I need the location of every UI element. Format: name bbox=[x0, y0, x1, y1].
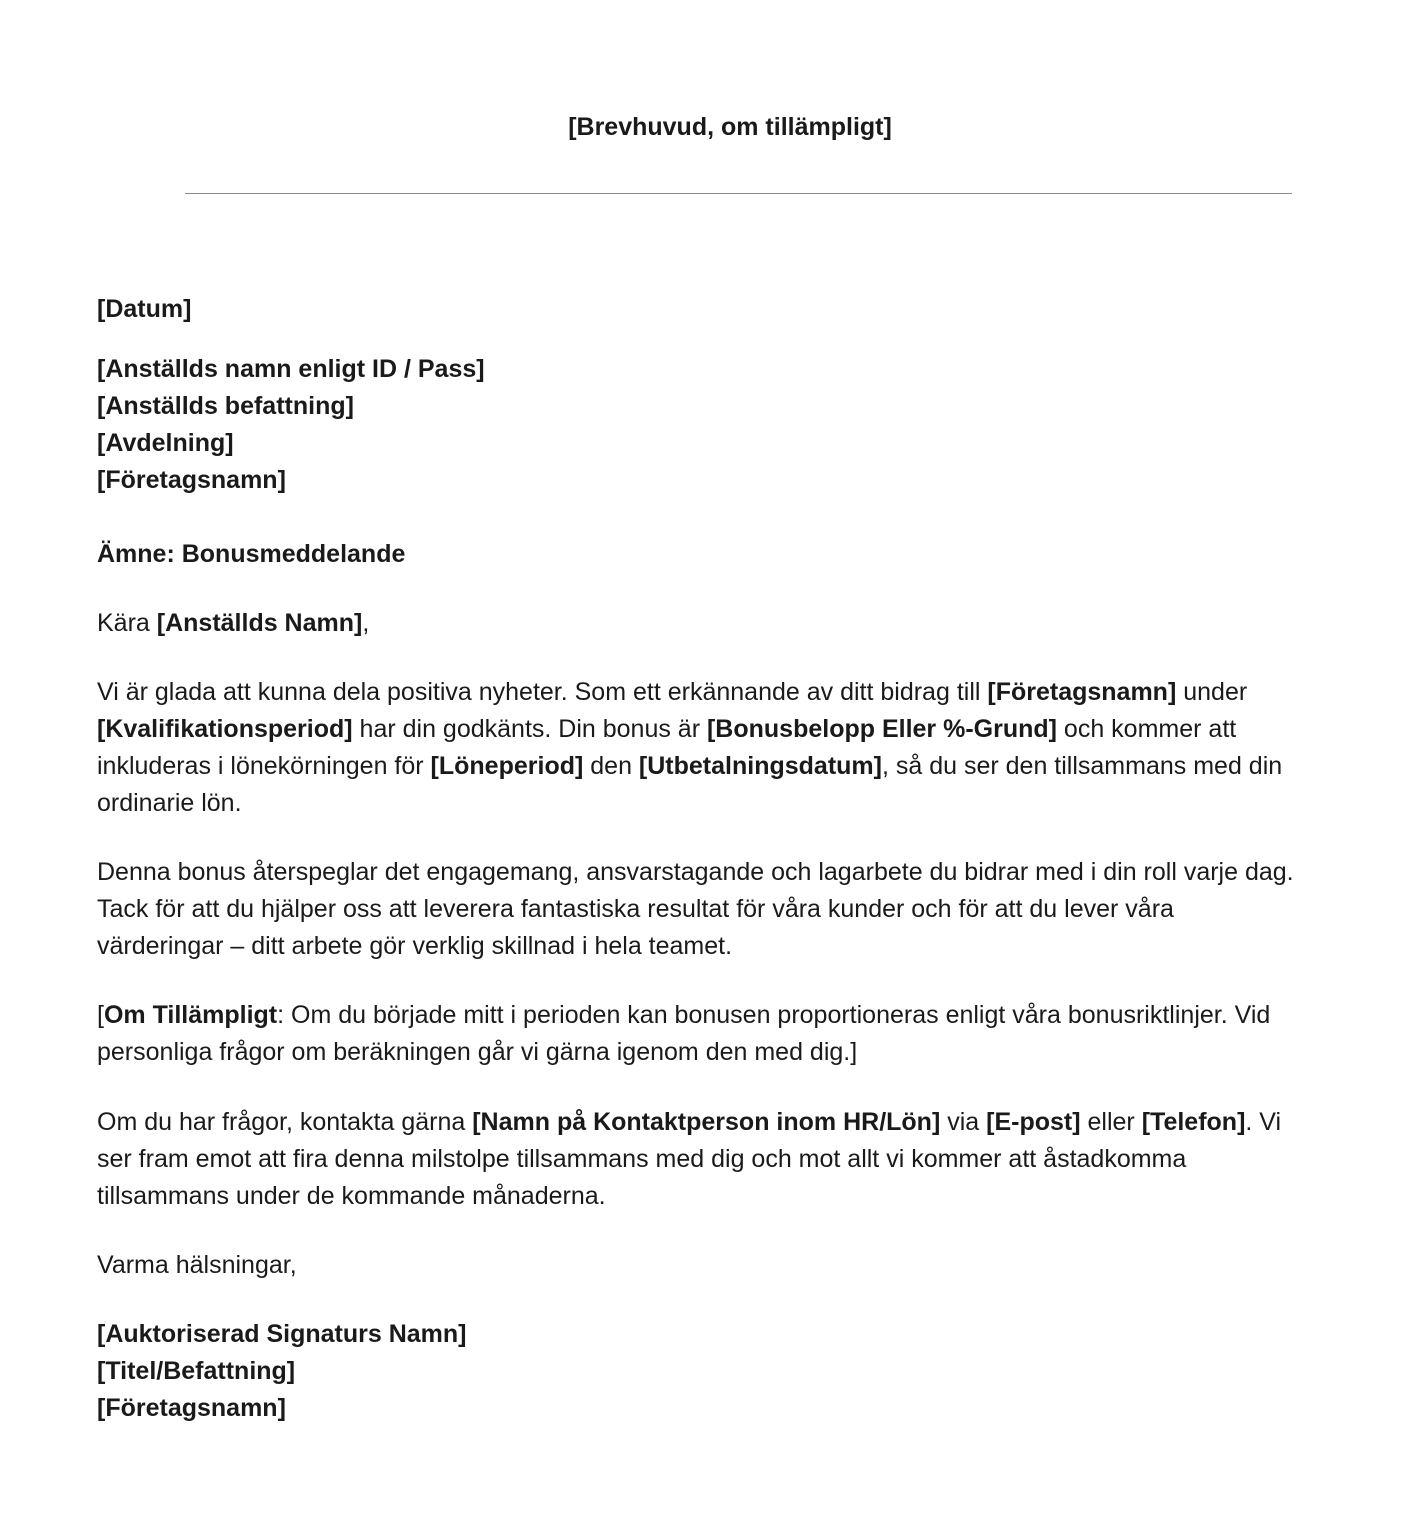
recipient-address bbox=[97, 351, 1307, 499]
p4-email-placeholder: [E-post] bbox=[986, 1108, 1081, 1136]
signature-name: [Auktoriserad Signaturs Namn] bbox=[97, 1320, 467, 1348]
p4-text-1: Om du har frågor, kontakta gärna bbox=[97, 1108, 473, 1136]
p1-paydate-placeholder: [Utbetalningsdatum] bbox=[638, 752, 882, 780]
paragraph-appreciation bbox=[97, 854, 1307, 965]
p1-text-2: under bbox=[1176, 678, 1248, 706]
p1-text-3: har din godkänts. Din bonus är bbox=[352, 715, 707, 743]
p4-phone-placeholder: [Telefon] bbox=[1141, 1108, 1246, 1136]
p3-label: Om Tillämpligt bbox=[103, 1001, 278, 1029]
greeting bbox=[97, 605, 1307, 642]
p1-text-4: och kommer att inkluderas i lönekörningen för bbox=[97, 715, 1237, 780]
closing-text: Varma hälsningar, bbox=[97, 1251, 297, 1279]
date-text: [Datum] bbox=[97, 295, 192, 323]
paragraph-bonus-announcement bbox=[97, 674, 1307, 822]
p1-text-1: Vi är glada att kunna dela positiva nyheter. Som ett erkännande av ditt bidrag till bbox=[97, 678, 988, 706]
recipient-department: [Avdelning] bbox=[97, 429, 234, 457]
p3-text: : Om du började mitt i perioden kan bonusen proportioneras enligt våra bonusriktlinjer. Vid personliga frågor om beräkningen går vi gärna igenom den med dig.] bbox=[97, 1001, 1271, 1066]
recipient-company: [Företagsnamn] bbox=[97, 466, 286, 494]
p4-contact-placeholder: [Namn på Kontaktperson inom HR/Lön] bbox=[472, 1108, 941, 1136]
p4-text-4: . Vi ser fram emot att fira denna milstolpe tillsammans med dig och mot allt vi kommer att åstadkomma tillsammans under de kommande månaderna. bbox=[97, 1108, 1282, 1210]
header-divider bbox=[185, 193, 1292, 194]
signature-title: [Titel/Befattning] bbox=[97, 1357, 296, 1385]
signature-block bbox=[97, 1316, 1307, 1427]
greeting-prefix: Kära bbox=[97, 609, 157, 637]
subject-text: Ämne: Bonusmeddelande bbox=[97, 540, 406, 568]
greeting-suffix: , bbox=[362, 609, 370, 637]
p1-payperiod-placeholder: [Löneperiod] bbox=[430, 752, 584, 780]
recipient-position: [Anställds befattning] bbox=[97, 392, 354, 420]
closing bbox=[97, 1247, 1307, 1284]
recipient-name: [Anställds namn enligt ID / Pass] bbox=[97, 355, 485, 383]
p3-open-bracket: [ bbox=[97, 1001, 104, 1029]
p2-text: Denna bonus återspeglar det engagemang, ansvarstagande och lagarbete du bidrar med i din roll varje dag. Tack för att du hjälper oss att leverera fantastiska resultat för våra kunder och för att du lever våra värderingar – ditt arbete gör verklig skillnad i hela teamet. bbox=[97, 858, 1294, 960]
letter-date bbox=[97, 291, 1307, 328]
letterhead: [Brevhuvud, om tillämpligt] bbox=[568, 113, 892, 141]
greeting-name: [Anställds Namn] bbox=[156, 609, 363, 637]
p1-period-placeholder: [Kvalifikationsperiod] bbox=[97, 715, 353, 743]
p1-company-placeholder: [Företagsnamn] bbox=[987, 678, 1177, 706]
p1-text-5: den bbox=[583, 752, 639, 780]
paragraph-contact bbox=[97, 1104, 1307, 1215]
p1-amount-placeholder: [Bonusbelopp Eller %-Grund] bbox=[706, 715, 1057, 743]
subject-line bbox=[97, 536, 1307, 573]
p4-text-2: via bbox=[940, 1108, 987, 1136]
p1-text-6: , så du ser den tillsammans med din ordinarie lön. bbox=[97, 752, 1283, 817]
signature-company: [Företagsnamn] bbox=[97, 1394, 286, 1422]
paragraph-if-applicable bbox=[97, 997, 1307, 1071]
p4-text-3: eller bbox=[1080, 1108, 1142, 1136]
